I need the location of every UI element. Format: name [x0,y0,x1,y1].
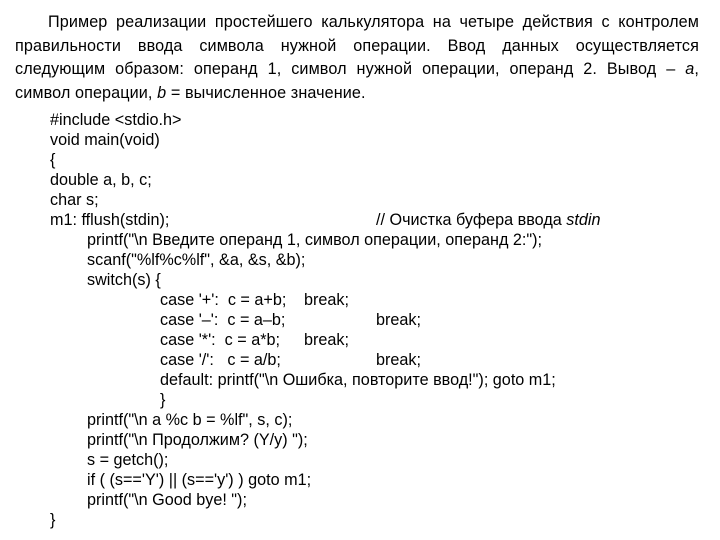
intro-var-a: a [685,60,695,79]
code-line-printf-bye: printf("\n Good bye! "); [87,491,247,509]
intro-text-2: , символ операции, [15,60,699,103]
code-line-case-minus [160,310,580,330]
code-line-default: default: printf("\n Ошибка, повторите ввод!"); goto m1; [160,371,556,389]
code-line-printf-continue: printf("\n Продолжим? (Y/y) "); [87,431,308,449]
code-line-scanf: scanf("%lf%c%lf", &a, &s, &b); [87,251,306,269]
code-line-double-decl: double a, b, c; [50,171,152,189]
code-comment-stdin: stdin [566,211,601,229]
code-line-printf-result: printf("\n a %c b = %lf", s, c); [87,411,293,429]
code-comment [376,210,600,230]
case-plus-break: break; [304,291,349,309]
code-line-switch: switch(s) { [87,271,161,289]
code-line-close-brace: } [50,511,56,529]
code-comment-text: // Очистка буфера ввода [376,211,567,229]
case-minus-break: break; [376,311,421,329]
case-div-expr: case '/': c = a/b; [160,351,281,369]
code-line-include: #include <stdio.h> [50,111,182,129]
intro-text-1: Пример реализации простейшего калькулятора на четыре действия с контролем правильности ввода символа нужной операции. Ввод данных осуществляется следующим образом: операнд 1, символ нужной операции, операнд 2. Вывод – [15,13,699,79]
code-line-main: void main(void) [50,131,160,149]
code-line-if-goto: if ( (s=='Y') || (s=='y') ) goto m1; [87,471,312,489]
intro-text-3: = вычисленное значение. [166,84,366,103]
case-plus-expr: case '+': c = a+b; [160,291,287,309]
code-line-getch: s = getch(); [87,451,169,469]
case-mul-break: break; [304,331,349,349]
case-minus-expr: case '–': c = a–b; [160,311,286,329]
code-line-case-plus [160,290,580,310]
code-line-char-decl: char s; [50,191,99,209]
intro-paragraph [15,11,699,106]
code-fflush-statement: m1: fflush(stdin); [50,211,170,229]
code-line-open-brace: { [50,151,56,169]
code-line-case-div [160,350,580,370]
code-line-fflush [50,210,710,230]
intro-var-b: b [157,84,167,103]
case-mul-expr: case '*': c = a*b; [160,331,281,349]
case-div-break: break; [376,351,421,369]
code-line-printf-prompt: printf("\n Введите операнд 1, символ операции, операнд 2:"); [87,231,543,249]
code-line-case-mul [160,330,580,350]
code-line-switch-close: } [160,391,166,409]
